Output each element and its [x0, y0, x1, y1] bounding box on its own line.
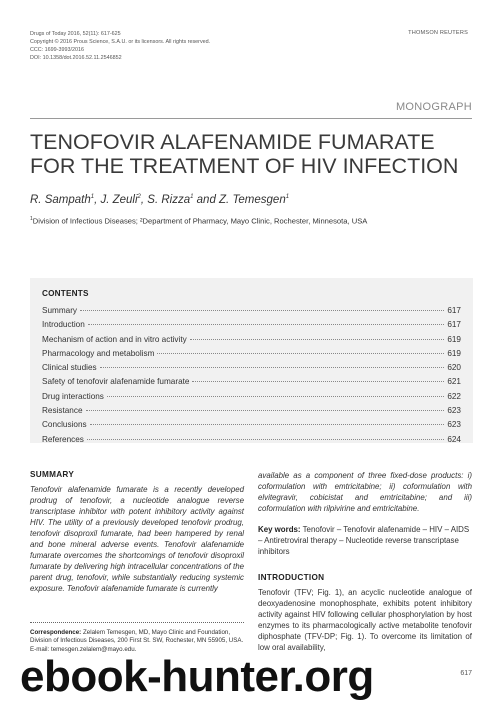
author-name: Z. Temesgen [219, 194, 286, 206]
dot-leader [90, 424, 445, 425]
contents-item[interactable] [42, 420, 461, 434]
dot-leader [100, 367, 445, 368]
author-name: R. Sampath [30, 194, 91, 206]
contents-item-page: 621 [447, 377, 461, 387]
journal-citation: Drugs of Today 2016, 52(11): 617-625 [30, 31, 121, 37]
summary-heading: SUMMARY [30, 470, 75, 479]
contents-item-page: 623 [447, 406, 461, 416]
contents-item-page: 619 [447, 334, 461, 344]
author-affiliation-marker: 1 [285, 194, 290, 201]
author-separator: , [140, 194, 148, 206]
keywords-label: Key words: [258, 525, 301, 534]
contents-item-page: 622 [447, 391, 461, 401]
dot-leader [190, 339, 445, 340]
contents-list [42, 306, 461, 449]
author-affiliation-marker: 1 [190, 194, 194, 201]
contents-item[interactable] [42, 363, 461, 377]
contents-heading: CONTENTS [42, 289, 89, 298]
contents-item-label: Safety of tenofovir alafenamide fumarate [42, 377, 190, 387]
dot-leader [88, 324, 445, 325]
contents-item-label: Mechanism of action and in vitro activity [42, 334, 187, 344]
keywords-text: Tenofovir – Tenofovir alafenamide – HIV – AIDS – Antiretroviral therapy – Nucleotide reverse transcriptase inhibitors [258, 525, 470, 556]
contents-item[interactable] [42, 406, 461, 420]
article-title [30, 130, 480, 178]
contents-box [30, 278, 473, 443]
contents-item[interactable] [42, 349, 461, 363]
contents-item-label: Conclusions [42, 420, 87, 430]
dot-leader [107, 396, 444, 397]
contents-item-label: Summary [42, 306, 78, 315]
contents-item[interactable] [42, 335, 461, 349]
watermark-text: ebook-hunter.org [20, 652, 374, 701]
ccc-line: CCC: 1699-3993/2016 [30, 47, 84, 53]
copyright-line: Copyright © 2016 Prous Science, S.A.U. or its licensors. All rights reserved. [30, 39, 211, 45]
correspondence-label: Correspondence: [30, 629, 82, 636]
publisher-name: THOMSON REUTERS [408, 30, 468, 36]
contents-item[interactable] [42, 377, 461, 391]
dot-leader [87, 439, 444, 440]
dot-leader [192, 381, 444, 382]
doi-line: DOI: 10.1358/dot.2016.52.11.2546852 [30, 55, 122, 61]
affiliation-marker: 1 [30, 216, 33, 222]
correspondence-divider [30, 622, 244, 623]
contents-item-label: Clinical studies [42, 363, 97, 373]
dot-leader [86, 410, 445, 411]
summary-continued-text: available as a component of three fixed-dose products: i) coformulation with emtricitabine; ii) coformulation with elvitegravir, cobicistat and emtricitabine; and iii) coformulation with rilpivirine and emtricitabine. [258, 471, 472, 513]
contents-item[interactable] [42, 320, 461, 334]
header-divider [30, 118, 472, 119]
contents-item-page: 619 [447, 348, 461, 358]
author-name: S. Rizza [147, 194, 191, 206]
contents-item-page: 617 [447, 320, 461, 330]
contents-item[interactable] [42, 435, 461, 449]
summary-text: Tenofovir alafenamide fumarate is a recently developed prodrug of tenofovir, a nucleotide analogue reverse transcriptase inhibitor with potent inhibitory activity against HIV. The utility of a previously developed tenofovir prodrug, tenofovir disoproxil fumarate, had been hampered by renal and bone mineral adverse events. Tenofovir alafenamide fumarate overcomes the shortcomings of tenofovir disoproxil fumarate by delivering high intracellular concentrations of the parent drug, tenofovir, while substantially reducing systemic exposure. Tenofovir alafenamide fumarate is currently [30, 485, 244, 593]
dot-leader [80, 310, 444, 311]
contents-item-page: 623 [447, 420, 461, 430]
contents-item-label: References [42, 434, 84, 444]
author-separator: , [94, 194, 101, 206]
journal-meta [30, 30, 210, 62]
author-affiliation-marker: 2 [137, 194, 141, 201]
right-column [258, 470, 472, 653]
introduction-heading: INTRODUCTION [258, 573, 325, 582]
affiliations [30, 216, 367, 226]
author-affiliation-marker: 1 [90, 194, 95, 201]
title-line-2: FOR THE TREATMENT OF HIV INFECTION [30, 154, 459, 178]
author-name: J. Zeuli [100, 194, 138, 206]
author-conjunction: and [193, 194, 220, 206]
page-number: 617 [460, 670, 472, 677]
contents-item-label: Introduction [42, 320, 85, 330]
correspondence-note [30, 629, 244, 654]
contents-item-page: 620 [447, 363, 461, 373]
contents-item-page: 617 [447, 306, 461, 315]
correspondence-text: Zelalem Temesgen, MD, Mayo Clinic and Foundation, Division of Infectious Diseases, 200 First St. SW, Rochester, MN 55905, USA. E-mail: temesgen.zelalem@mayo.edu. [30, 629, 244, 653]
left-column [30, 470, 244, 594]
title-line-1: TENOFOVIR ALAFENAMIDE FUMARATE [30, 130, 435, 154]
affiliation-text: Division of Infectious Diseases; ²Department of Pharmacy, Mayo Clinic, Rochester, Minnesota, USA [32, 216, 368, 226]
contents-item-page: 624 [447, 434, 461, 444]
contents-item[interactable] [42, 392, 461, 406]
contents-item[interactable] [42, 306, 461, 320]
author-list [30, 194, 289, 206]
contents-item-label: Pharmacology and metabolism [42, 348, 155, 358]
contents-item-label: Drug interactions [42, 391, 104, 401]
introduction-text: Tenofovir (TFV; Fig. 1), an acyclic nucleotide analogue of deoxyadenosine monophosphate, exhibits potent inhibitory activity against HIV following cellular phosphorylation by host enzymes to its pharmacologically active metabolite tenofovir diphosphate (TFV-DP; Fig. 1). To overcome its limitation of low oral availability, [258, 588, 472, 652]
keywords [258, 524, 472, 557]
contents-item-label: Resistance [42, 406, 83, 416]
dot-leader [157, 353, 444, 354]
section-label: MONOGRAPH [395, 101, 472, 113]
